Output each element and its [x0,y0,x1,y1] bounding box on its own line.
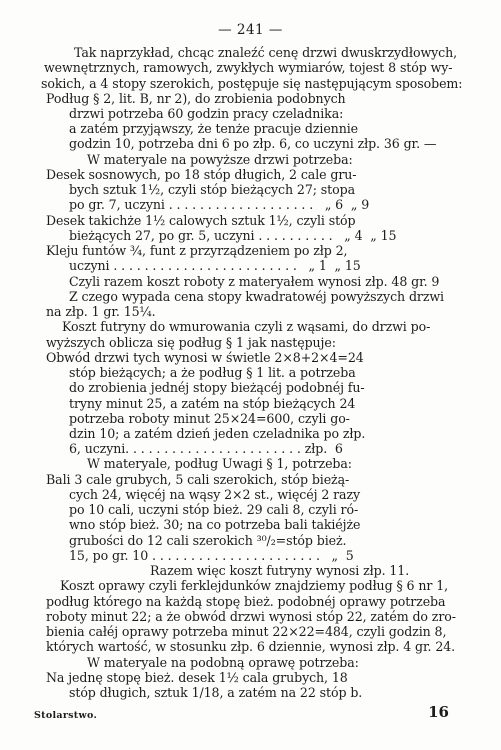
text-line: Obwód drzwi tych wynosi w świetle 2×8+2×4=24 [46,349,364,365]
page-number: — 241 — [218,22,283,38]
text-line: bieżących 27, po gr. 5, uczyni . . . . . . . . . . „ 4 „ 15 [69,227,397,243]
text-line: po gr. 7, uczyni . . . . . . . . . . . . . . . . . . . „ 6 „ 9 [69,197,370,213]
text-line: cych 24, więcéj na wąsy 2×2 st., więcéj 2 razy [69,486,361,502]
text-line: Desek sosnowych, po 18 stóp długich, 2 cale gru- [46,166,357,182]
text-line: wewnętrznych, ramowych, zwykłych wymiarów, tojest 8 stóp wy- [44,60,453,76]
footer-section-title: Stolarstwo. [34,710,98,721]
text-line: W materyale na podobną oprawę potrzeba: [87,654,359,670]
text-line: potrzeba roboty minut 25×24=600, czyli go- [69,410,350,426]
text-line: dzin 10; a zatém dzień jeden czeladnika po złp. [69,426,366,441]
text-line: podług którego na każdą stopę bież. podobnéj oprawy potrzeba [46,593,446,609]
text-line: roboty minut 22; a że obwód drzwi wynosi stóp 22, zatém do zro- [46,608,456,624]
text-line: wno stóp bież. 30; na co potrzeba bali takiéjże [69,517,361,533]
text-line: W materyale na powyższe drzwi potrzeba: [87,151,353,167]
text-line: 6, uczyni. . . . . . . . . . . . . . . . . . . . . . . złp. 6 [69,441,343,457]
text-line: Tak naprzykład, chcąc znaleźć cenę drzwi dwuskrzydłowych, [74,45,458,60]
text-line: stóp długich, sztuk 1/18, a zatém na 22 stóp b. [69,685,363,700]
text-line: Z czego wypada cena stopy kwadratowéj powyższych drzwi [69,288,444,304]
text-line: stóp bieżących; a że podług § 1 lit. a potrzeba [69,365,356,380]
text-line: uczyni . . . . . . . . . . . . . . . . . . . . . . . . „ 1 „ 15 [69,258,361,274]
text-line: Razem więc koszt futryny wynosi złp. 11. [150,563,410,579]
text-line: Koszt futryny do wmurowania czyli z wąsami, do drzwi po- [62,319,431,335]
text-line: Podług § 2, lit. B, nr 2), do zrobienia podobnych [46,90,346,106]
text-line: tryny minut 25, a zatém na stóp bieżących 24 [69,395,356,411]
text-line: bych sztuk 1½, czyli stóp bieżących 27; stopa [69,182,355,198]
text-line: Czyli razem koszt roboty z materyałem wynosi złp. 48 gr. 9 [69,273,440,289]
text-line: godzin 10, potrzeba dni 6 po złp. 6, co uczyni złp. 36 gr. — [69,136,437,152]
text-line: W materyale, podług Uwagi § 1, potrzeba: [87,456,352,472]
text-line: Koszt oprawy czyli ferklejdunków znajdziemy podług § 6 nr 1, [60,578,449,594]
text-line: grubości do 12 cali szerokich ³⁰/₂=stóp bież. [69,532,347,548]
text-line: Bali 3 cale grubych, 5 cali szerokich, stóp bieżą- [46,471,350,487]
text-line: Kleju funtów ¾, funt z przyrządzeniem po złp 2, [46,243,348,259]
text-line: 15, po gr. 10 . . . . . . . . . . . . . . . . . . . . . . „ 5 [69,547,354,563]
text-line: sokich, a 4 stopy szerokich, postępuje się następującym sposobem: [41,75,463,91]
text-line: a zatém przyjąwszy, że tenże pracuje dziennie [69,121,358,137]
text-line: na złp. 1 gr. 15¼. [46,304,156,319]
text-line: drzwi potrzeba 60 godzin pracy czeladnika: [69,106,344,121]
text-line: do zrobienia jednéj stopy bieżącéj podobnéj fu- [69,380,365,396]
text-line: po 10 cali, uczyni stóp bież. 29 cali 8, czyli ró- [69,502,359,518]
footer-signature-mark: 16 [428,703,449,721]
text-line: Na jednę stopę bież. desek 1½ cala grubych, 18 [46,669,348,685]
text-line: bienia całéj oprawy potrzeba minut 22×22=484, czyli godzin 8, [46,624,447,639]
text-line: wyższych oblicza się podług § 1 jak następuje: [46,334,336,350]
text-line: Desek takichże 1½ calowych sztuk 1½, czyli stóp [46,212,356,228]
text-line: których wartość, w stosunku złp. 6 dziennie, wynosi złp. 4 gr. 24. [46,639,456,655]
